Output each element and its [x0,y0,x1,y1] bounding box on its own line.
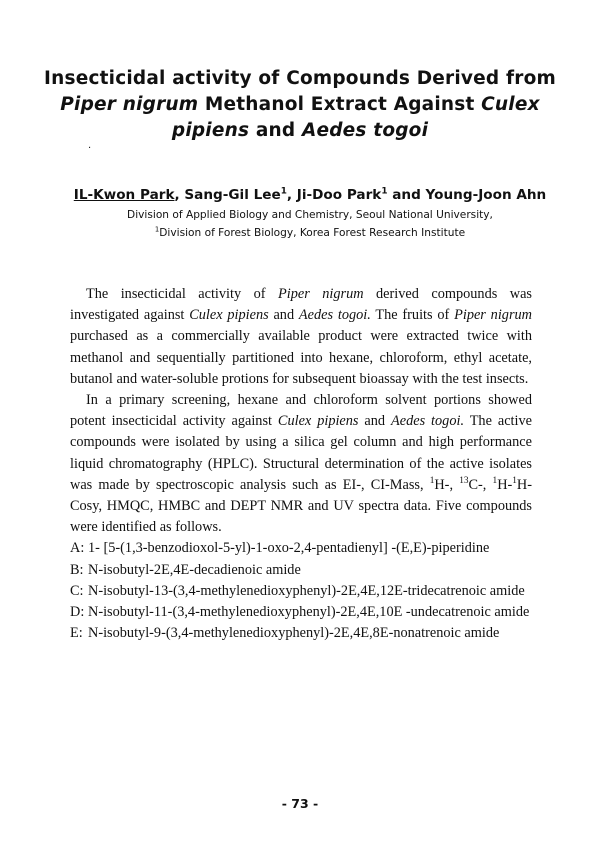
affil-marker: 1 [280,186,287,197]
affiliation-1: Division of Applied Biology and Chemistry, Seoul National University, [127,209,493,221]
text-run: and [358,413,391,430]
author-name: , Ji-Doo Park [286,187,382,203]
compound-name: 1- [5-(1,3-benzodioxol-5-yl)-1-oxo-2,4-pentadienyl] -(E,E)-piperidine [88,540,490,557]
compound-label: E: [70,625,83,642]
text-run: C-, [468,476,493,493]
affiliation-text: Division of Forest Biology, Korea Forest Research Institute [159,227,466,239]
compound-item [70,560,532,581]
author-first: IL-Kwon Park [73,187,175,203]
compound-item [70,538,532,559]
paper-title [40,66,560,144]
title-line-3 [40,118,560,144]
species-name: Culex pipiens [277,413,359,430]
text-run: purchased as a commercially available product were extracted twice with methanol and sequentially partitioned into hexane, chloroform, ethyl acetate, butanol and water-soluble protions for subsequent bioassay with the test insects. [70,328,532,387]
species-name: Aedes togoi. [298,307,371,324]
isotope-superscript: 13 [459,476,469,487]
text-run: In a primary screening, hexane and chloroform solvent portions showed potent insecticidal activity against [70,392,532,430]
isotope-superscript: 1 [492,476,498,487]
page-number: - 73 - [281,796,319,811]
title-species-pipiens: pipiens [171,120,250,141]
species-name: Piper nigrum [278,286,364,302]
text-run: derived compounds was investigated against [70,286,532,324]
title-line-1: Insecticidal activity of Compounds Derived from [44,68,556,89]
species-name: Piper nigrum [454,307,532,324]
compound-name: N-isobutyl-13-(3,4-methylenedioxyphenyl)-2E,4E,12E-tridecatrenoic amide [88,582,525,599]
title-line-2 [40,92,560,118]
title-species-culex: Culex [481,94,540,115]
species-name: Culex pipiens [189,307,269,324]
text-run: H- [497,476,513,493]
compound-label: B: [70,561,84,578]
compound-name: N-isobutyl-2E,4E-decadienoic amide [88,561,301,578]
affiliation-2 [60,226,560,240]
stray-mark: . [88,140,92,151]
text-run: The insecticidal activity of [86,286,279,302]
title-species-aedes: Aedes togoi [301,120,429,141]
compound-item [70,623,532,644]
compound-label: C: [70,582,84,599]
isotope-superscript: 1 [429,476,435,487]
species-name: Aedes togoi. [391,413,465,430]
compound-item [70,602,532,623]
abstract-paragraph-1 [70,284,532,390]
affil-marker: 1 [381,186,388,197]
author-name: and Young-Joon Ahn [387,187,547,203]
compound-list [70,538,532,644]
title-text: and [249,120,302,141]
text-run: The active compounds were isolated by using a silica gel column and high performance liquid chromatography (HPLC). Structural determination of the active isolates was made by spectroscopic analysis such as EI-, CI-Mass, [70,413,532,493]
compound-name: N-isobutyl-11-(3,4-methylenedioxyphenyl)-2E,4E,10E -undecatrenoic amide [88,604,530,621]
compound-label: D: [70,604,85,621]
compound-name: N-isobutyl-9-(3,4-methylenedioxyphenyl)-2E,4E,8E-nonatrenoic amide [88,625,500,642]
abstract-paragraph-2 [70,390,532,538]
abstract-body [70,284,532,644]
title-species-piper: Piper nigrum [60,94,199,115]
affil-marker: 1 [154,225,160,234]
title-text: Methanol Extract Against [198,94,482,115]
compound-item [70,581,532,602]
author-name: , Sang-Gil Lee [174,187,281,203]
text-run: H-, [434,476,460,493]
isotope-superscript: 1 [512,476,517,487]
text-run: H-Cosy, HMQC, HMBC and DEPT NMR and UV spectra data. Five compounds were identified as follows. [70,476,533,536]
author-list [70,186,550,204]
text-run: and [268,307,299,324]
text-run: The fruits of [370,307,455,324]
compound-label: A: [70,540,85,557]
